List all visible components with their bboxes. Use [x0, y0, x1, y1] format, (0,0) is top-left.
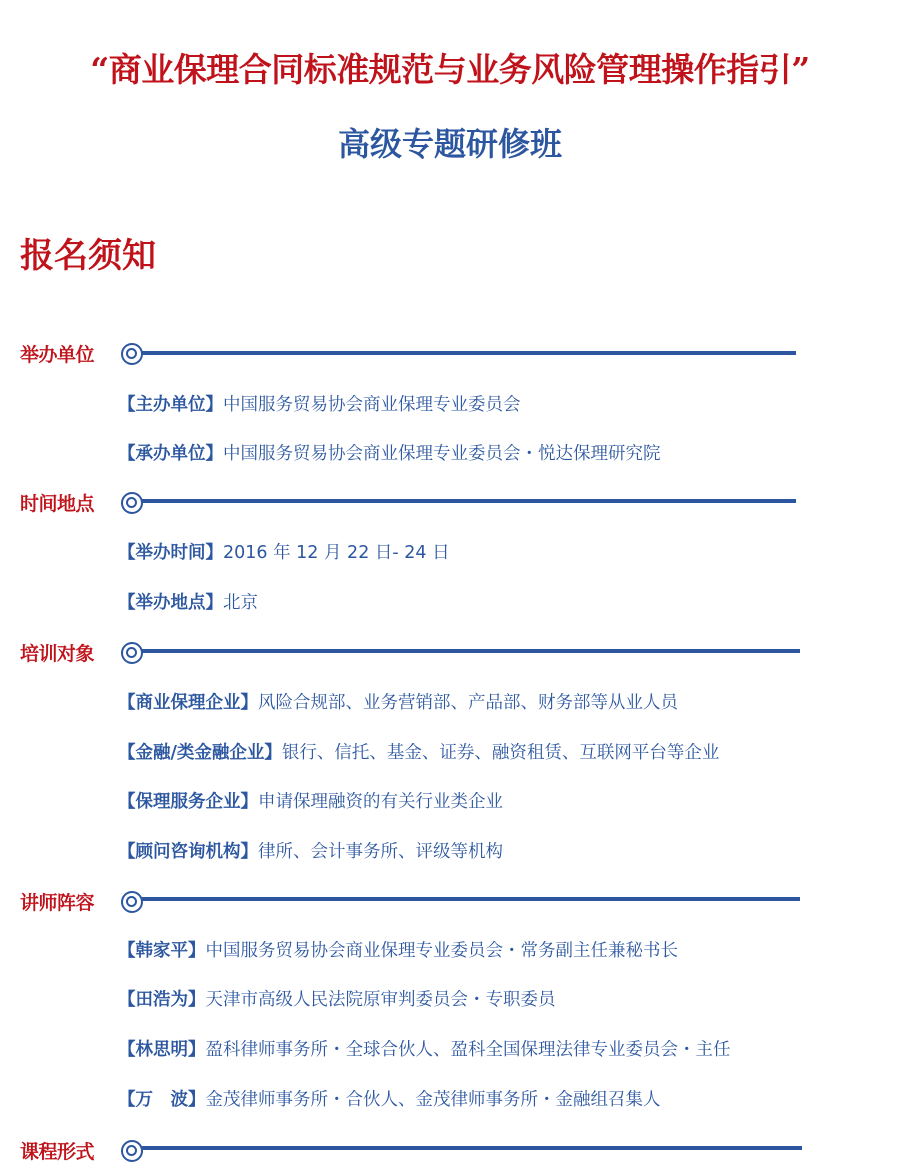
item-value: 2016 年 12 月 22 日- 24 日 [223, 543, 450, 563]
item-key: 【保理服务企业】 [118, 792, 258, 812]
item-key: 【举办地点】 [118, 593, 223, 613]
list-item [118, 938, 678, 964]
item-key: 【金融/类金融企业】 [118, 743, 282, 763]
course-subtitle: 高级专题研修班 [337, 125, 562, 163]
list-item [118, 789, 503, 815]
course-title: “商业保理合同标准规范与业务风险管理操作指引” [90, 50, 810, 89]
item-value: 申请保理融资的有关行业类企业 [258, 792, 503, 812]
ring-bullet-icon [121, 492, 143, 514]
section-organizer [20, 340, 820, 370]
item-value: 天津市高级人民法院原审判委员会・专职委员 [205, 990, 556, 1010]
item-key: 【田浩为】 [118, 990, 206, 1010]
section-label: 讲师阵容 [20, 892, 95, 914]
item-key: 【商业保理企业】 [118, 693, 258, 713]
section-time-place [20, 489, 820, 519]
item-value: 中国服务贸易协会商业保理专业委员会・悦达保理研究院 [223, 444, 661, 464]
ring-bullet-icon [121, 642, 143, 664]
section-course-format [20, 1137, 820, 1167]
item-key: 【主办单位】 [118, 395, 223, 415]
section-target-audience [20, 639, 820, 669]
list-item [118, 392, 521, 418]
section-label: 课程形式 [20, 1141, 95, 1163]
list-item [118, 690, 678, 716]
section-label: 培训对象 [20, 643, 95, 665]
item-value: 中国服务贸易协会商业保理专业委员会・常务副主任兼秘书长 [205, 941, 678, 961]
section-divider [142, 649, 800, 653]
section-divider [142, 351, 796, 355]
item-value: 律所、会计事务所、评级等机构 [258, 842, 503, 862]
item-value: 金茂律师事务所・合伙人、金茂律师事务所・金融组召集人 [205, 1090, 661, 1110]
section-divider [142, 1146, 802, 1150]
item-value: 银行、信托、基金、证券、融资租赁、互联网平台等企业 [281, 743, 720, 763]
item-key: 【万 波】 [118, 1090, 206, 1110]
list-item [118, 987, 556, 1013]
list-item [118, 540, 450, 566]
ring-bullet-icon [121, 343, 143, 365]
item-key: 【韩家平】 [118, 941, 206, 961]
item-key: 【林思明】 [118, 1040, 206, 1060]
item-key: 【承办单位】 [118, 444, 223, 464]
section-divider [142, 897, 800, 901]
ring-bullet-icon [121, 891, 143, 913]
list-item [118, 1037, 731, 1063]
section-label: 时间地点 [20, 493, 95, 515]
section-label: 举办单位 [20, 344, 95, 366]
list-item [118, 590, 258, 616]
registration-notice-heading: 报名须知 [20, 236, 156, 276]
item-value: 中国服务贸易协会商业保理专业委员会 [223, 395, 521, 415]
ring-bullet-icon [121, 1140, 143, 1162]
list-item [118, 839, 503, 865]
item-key: 【顾问咨询机构】 [118, 842, 258, 862]
item-value: 风险合规部、业务营销部、产品部、财务部等从业人员 [258, 693, 678, 713]
list-item [118, 1087, 661, 1113]
section-lecturers [20, 888, 820, 918]
item-value: 北京 [223, 593, 258, 613]
list-item [118, 441, 661, 467]
section-divider [142, 499, 796, 503]
list-item [118, 740, 719, 766]
item-key: 【举办时间】 [118, 543, 223, 563]
item-value: 盈科律师事务所・全球合伙人、盈科全国保理法律专业委员会・主任 [205, 1040, 731, 1060]
